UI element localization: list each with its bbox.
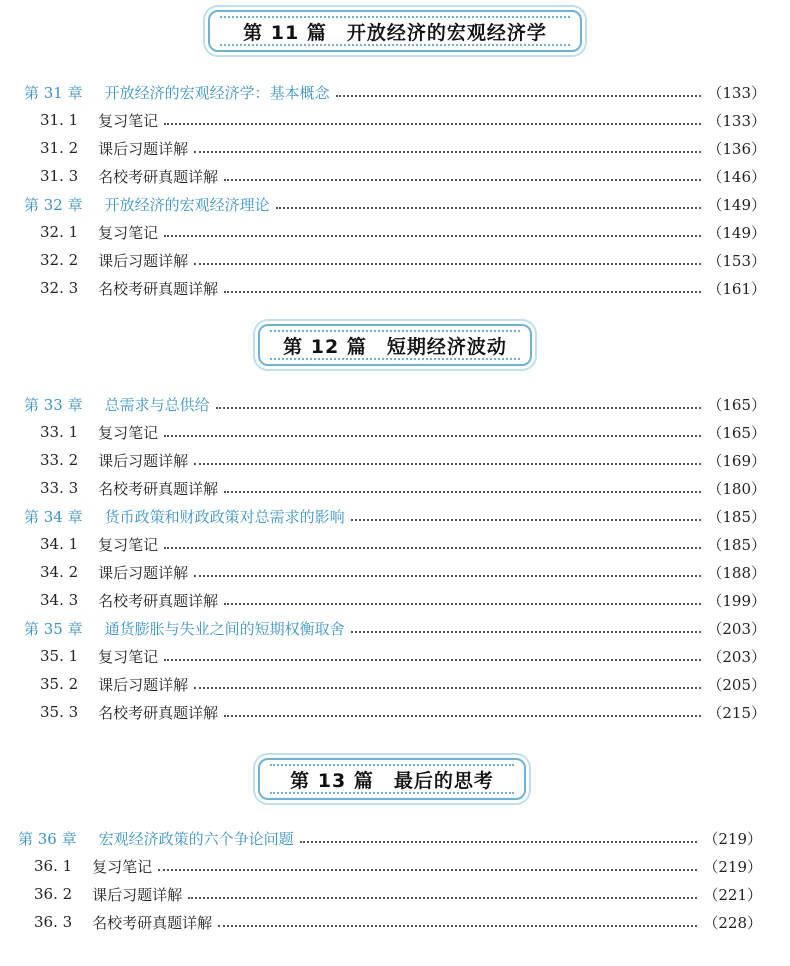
toc-section-row[interactable]: [40, 246, 766, 274]
dot-leader: [194, 263, 701, 265]
part-banner-13: [258, 758, 526, 800]
chapter-number: 第 32 章: [24, 195, 83, 214]
part-title: 第 13 篇 最后的思考: [290, 769, 494, 792]
section-number: 31. 1: [40, 111, 79, 129]
toc-section-row[interactable]: [40, 558, 766, 586]
toc-section-row[interactable]: [40, 642, 766, 670]
section-title: 课后习题详解: [98, 251, 189, 270]
dot-leader: [194, 463, 701, 465]
toc-section-row[interactable]: [40, 670, 766, 698]
page-number: （180）: [707, 479, 766, 498]
section-number: 33. 1: [40, 423, 79, 441]
chapter-number: 第 31 章: [24, 83, 83, 102]
dot-leader: [216, 407, 702, 409]
section-title: 复习笔记: [92, 857, 153, 876]
page-number: （169）: [707, 451, 766, 470]
chapter-number: 第 34 章: [24, 507, 83, 526]
dot-leader: [164, 235, 701, 237]
page-number: （188）: [707, 563, 766, 582]
chapter-title: 货币政策和财政政策对总需求的影响: [104, 507, 345, 526]
chapter-number: 第 35 章: [24, 619, 83, 638]
section-title: 名校考研真题详解: [98, 167, 219, 186]
page-number: （165）: [707, 395, 766, 414]
dot-leader: [351, 631, 702, 633]
page-number: （219）: [703, 829, 762, 848]
chapter-title: 通货膨胀与失业之间的短期权衡取舍: [104, 619, 345, 638]
section-number: 31. 2: [40, 139, 79, 157]
dot-leader: [194, 575, 701, 577]
section-title: 复习笔记: [98, 647, 159, 666]
section-title: 课后习题详解: [98, 563, 189, 582]
part-banner-12: [258, 324, 532, 366]
page-number: （221）: [703, 885, 762, 904]
toc-section-row[interactable]: [40, 106, 766, 134]
chapter-number: 第 33 章: [24, 395, 83, 414]
section-number: 32. 2: [40, 251, 79, 269]
part-title: 第 12 篇 短期经济波动: [283, 335, 507, 358]
dot-leader: [188, 897, 697, 899]
toc-section-row[interactable]: [40, 134, 766, 162]
section-title: 名校考研真题详解: [92, 913, 213, 932]
section-number: 35. 2: [40, 675, 79, 693]
dot-leader: [224, 603, 701, 605]
section-number: 36. 1: [34, 857, 73, 875]
dot-leader: [158, 869, 697, 871]
section-number: 35. 3: [40, 703, 79, 721]
toc-chapter-row[interactable]: [24, 78, 766, 106]
section-title: 课后习题详解: [92, 885, 183, 904]
section-number: 36. 3: [34, 913, 73, 931]
page-number: （161）: [707, 279, 766, 298]
dot-leader: [224, 715, 701, 717]
chapter-number: 第 36 章: [18, 829, 77, 848]
dot-leader: [224, 179, 701, 181]
dot-leader: [351, 519, 702, 521]
page-number: （219）: [703, 857, 762, 876]
part-title: 第 11 篇 开放经济的宏观经济学: [243, 21, 547, 44]
dot-leader: [194, 687, 701, 689]
toc-section-row[interactable]: [40, 418, 766, 446]
toc-section-row[interactable]: [40, 218, 766, 246]
page-number: （149）: [707, 223, 766, 242]
section-number: 36. 2: [34, 885, 73, 903]
toc-section-row[interactable]: [40, 274, 766, 302]
section-title: 复习笔记: [98, 223, 159, 242]
page-number: （133）: [707, 83, 766, 102]
toc-chapter-row[interactable]: [24, 614, 766, 642]
section-number: 32. 1: [40, 223, 79, 241]
section-number: 32. 3: [40, 279, 79, 297]
toc-section-row[interactable]: [34, 852, 762, 880]
dot-leader: [224, 491, 701, 493]
section-title: 课后习题详解: [98, 675, 189, 694]
toc-section-row[interactable]: [34, 908, 762, 936]
section-number: 31. 3: [40, 167, 79, 185]
section-number: 35. 1: [40, 647, 79, 665]
page-number: （149）: [707, 195, 766, 214]
toc-chapter-row[interactable]: [24, 390, 766, 418]
dot-leader: [218, 925, 697, 927]
toc-section-row[interactable]: [34, 880, 762, 908]
section-title: 课后习题详解: [98, 139, 189, 158]
toc-section-row[interactable]: [40, 162, 766, 190]
section-number: 34. 3: [40, 591, 79, 609]
chapter-title: 开放经济的宏观经济理论: [104, 195, 270, 214]
page-number: （215）: [707, 703, 766, 722]
section-title: 课后习题详解: [98, 451, 189, 470]
toc-chapter-row[interactable]: [18, 824, 762, 852]
toc-section-row[interactable]: [40, 698, 766, 726]
section-number: 33. 2: [40, 451, 79, 469]
page-number: （185）: [707, 507, 766, 526]
page-number: （228）: [703, 913, 762, 932]
dot-leader: [276, 207, 702, 209]
page-number: （136）: [707, 139, 766, 158]
dot-leader: [194, 151, 701, 153]
dot-leader: [224, 291, 701, 293]
section-title: 复习笔记: [98, 535, 159, 554]
toc-chapter-row[interactable]: [24, 190, 766, 218]
section-title: 复习笔记: [98, 111, 159, 130]
section-number: 34. 2: [40, 563, 79, 581]
page-number: （165）: [707, 423, 766, 442]
section-title: 复习笔记: [98, 423, 159, 442]
page-number: （146）: [707, 167, 766, 186]
section-title: 名校考研真题详解: [98, 279, 219, 298]
page-number: （185）: [707, 535, 766, 554]
part-banner-11: [208, 10, 582, 52]
page-number: （199）: [707, 591, 766, 610]
section-number: 33. 3: [40, 479, 79, 497]
dot-leader: [300, 841, 698, 843]
page-number: （203）: [707, 647, 766, 666]
page-number: （153）: [707, 251, 766, 270]
section-number: 34. 1: [40, 535, 79, 553]
page-number: （205）: [707, 675, 766, 694]
dot-leader: [164, 435, 701, 437]
dot-leader: [336, 95, 702, 97]
chapter-title: 开放经济的宏观经济学：基本概念: [104, 83, 330, 102]
toc-chapter-row[interactable]: [24, 502, 766, 530]
dot-leader: [164, 547, 701, 549]
section-title: 名校考研真题详解: [98, 703, 219, 722]
section-title: 名校考研真题详解: [98, 479, 219, 498]
chapter-title: 总需求与总供给: [104, 395, 210, 414]
page-number: （133）: [707, 111, 766, 130]
toc-section-row[interactable]: [40, 474, 766, 502]
toc-section-row[interactable]: [40, 446, 766, 474]
dot-leader: [164, 659, 701, 661]
section-title: 名校考研真题详解: [98, 591, 219, 610]
chapter-title: 宏观经济政策的六个争论问题: [98, 829, 294, 848]
toc-section-row[interactable]: [40, 586, 766, 614]
page-number: （203）: [707, 619, 766, 638]
toc-section-row[interactable]: [40, 530, 766, 558]
dot-leader: [164, 123, 701, 125]
